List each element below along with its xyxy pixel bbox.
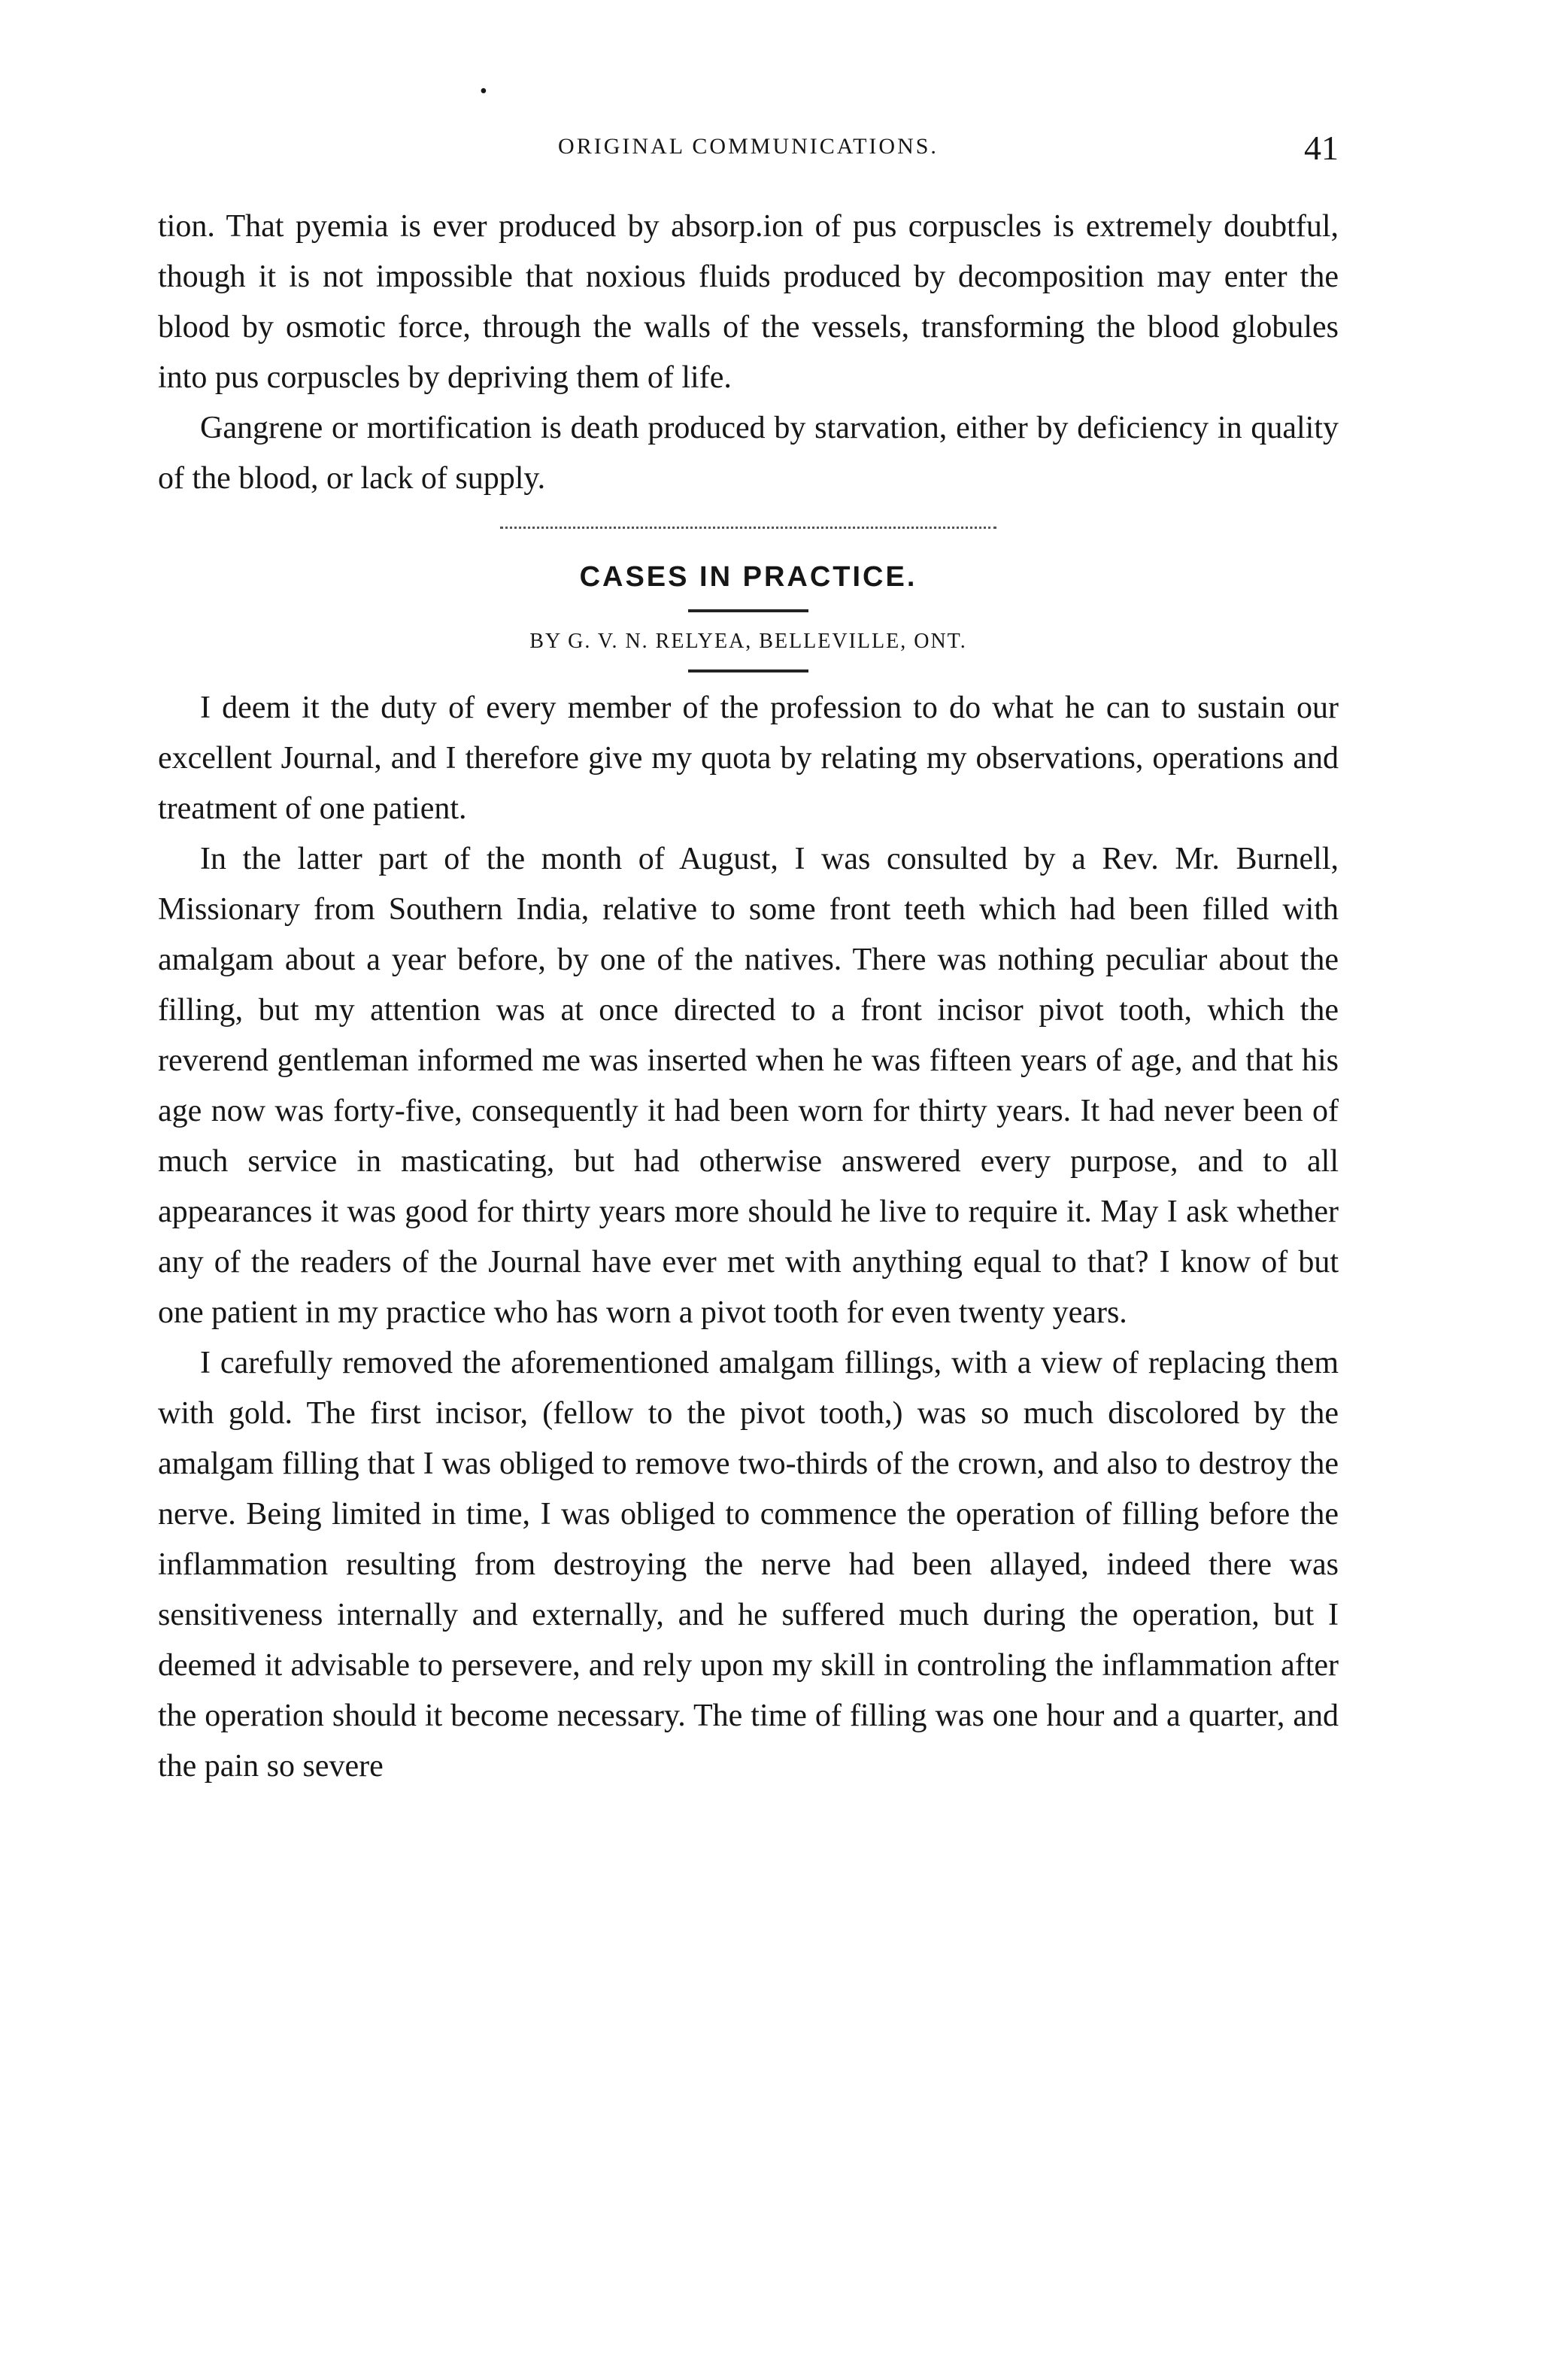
dotted-rule xyxy=(500,527,996,529)
page-number: 41 xyxy=(1304,129,1339,167)
article-paragraph-1: I deem it the duty of every member of the profession to do what he can to sustain our excellent Journal, and I therefore give my quota by relating my observations, operations and treatment of one patient. xyxy=(158,691,1339,826)
title-rule xyxy=(688,609,808,612)
byline-rule xyxy=(688,669,808,672)
running-title: ORIGINAL COMMUNICATIONS. xyxy=(558,134,939,159)
paragraph-gangrene: Gangrene or mortification is death produced by starvation, either by deficiency in quality of the blood, or lack of supply. xyxy=(158,411,1339,496)
body-text xyxy=(158,202,1339,1792)
article-byline: BY G. V. N. RELYEA, BELLEVILLE, ONT. xyxy=(529,630,967,653)
section-separator xyxy=(158,504,1339,554)
article-title: CASES IN PRACTICE. xyxy=(579,561,917,593)
running-head xyxy=(158,128,1339,173)
continued-paragraph: tion. That pyemia is ever produced by absorp.ion of pus corpuscles is extremely doubtful, though it is not impossible that noxious fluids produced by decomposition may enter the blood by osmotic force, through the walls of the vessels, transforming the blood globules into pus corpuscles by depriving them of life. xyxy=(158,209,1339,395)
article-paragraph-3: I carefully removed the aforementioned amalgam fillings, with a view of replacing them with gold. The first incisor, (fellow to the pivot tooth,) was so much discolored by the amalgam filling that I was obliged to remove two-thirds of the crown, and also to destroy the nerve. Being limited in time, I was obliged to commence the operation of filling before the inflammation resulting from destroying the nerve had been allayed, indeed there was sensitiveness internally and externally, and he suffered much during the operation, but I deemed it advisable to persevere, and rely upon my skill in controling the inflammation after the operation should it become necessary. The time of filling was one hour and a quarter, and the pain so severe xyxy=(158,1346,1339,1784)
article-paragraph-2: In the latter part of the month of August, I was consulted by a Rev. Mr. Burnell, Missionary from Southern India, relative to some front teeth which had been filled with amalgam about a year before, by one of the natives. There was nothing peculiar about the filling, but my attention was at once directed to a front incisor pivot tooth, which the reverend gentleman informed me was inserted when he was fifteen years of age, and that his age now was forty-five, consequently it had been worn for thirty years. It had never been of much service in masticating, but had otherwise answered every purpose, and to all appearances it was good for thirty years more should he live to require it. May I ask whether any of the readers of the Journal have ever met with anything equal to that? I know of but one patient in my practice who has worn a pivot tooth for even twenty years. xyxy=(158,842,1339,1330)
top-mark: • xyxy=(480,80,487,103)
